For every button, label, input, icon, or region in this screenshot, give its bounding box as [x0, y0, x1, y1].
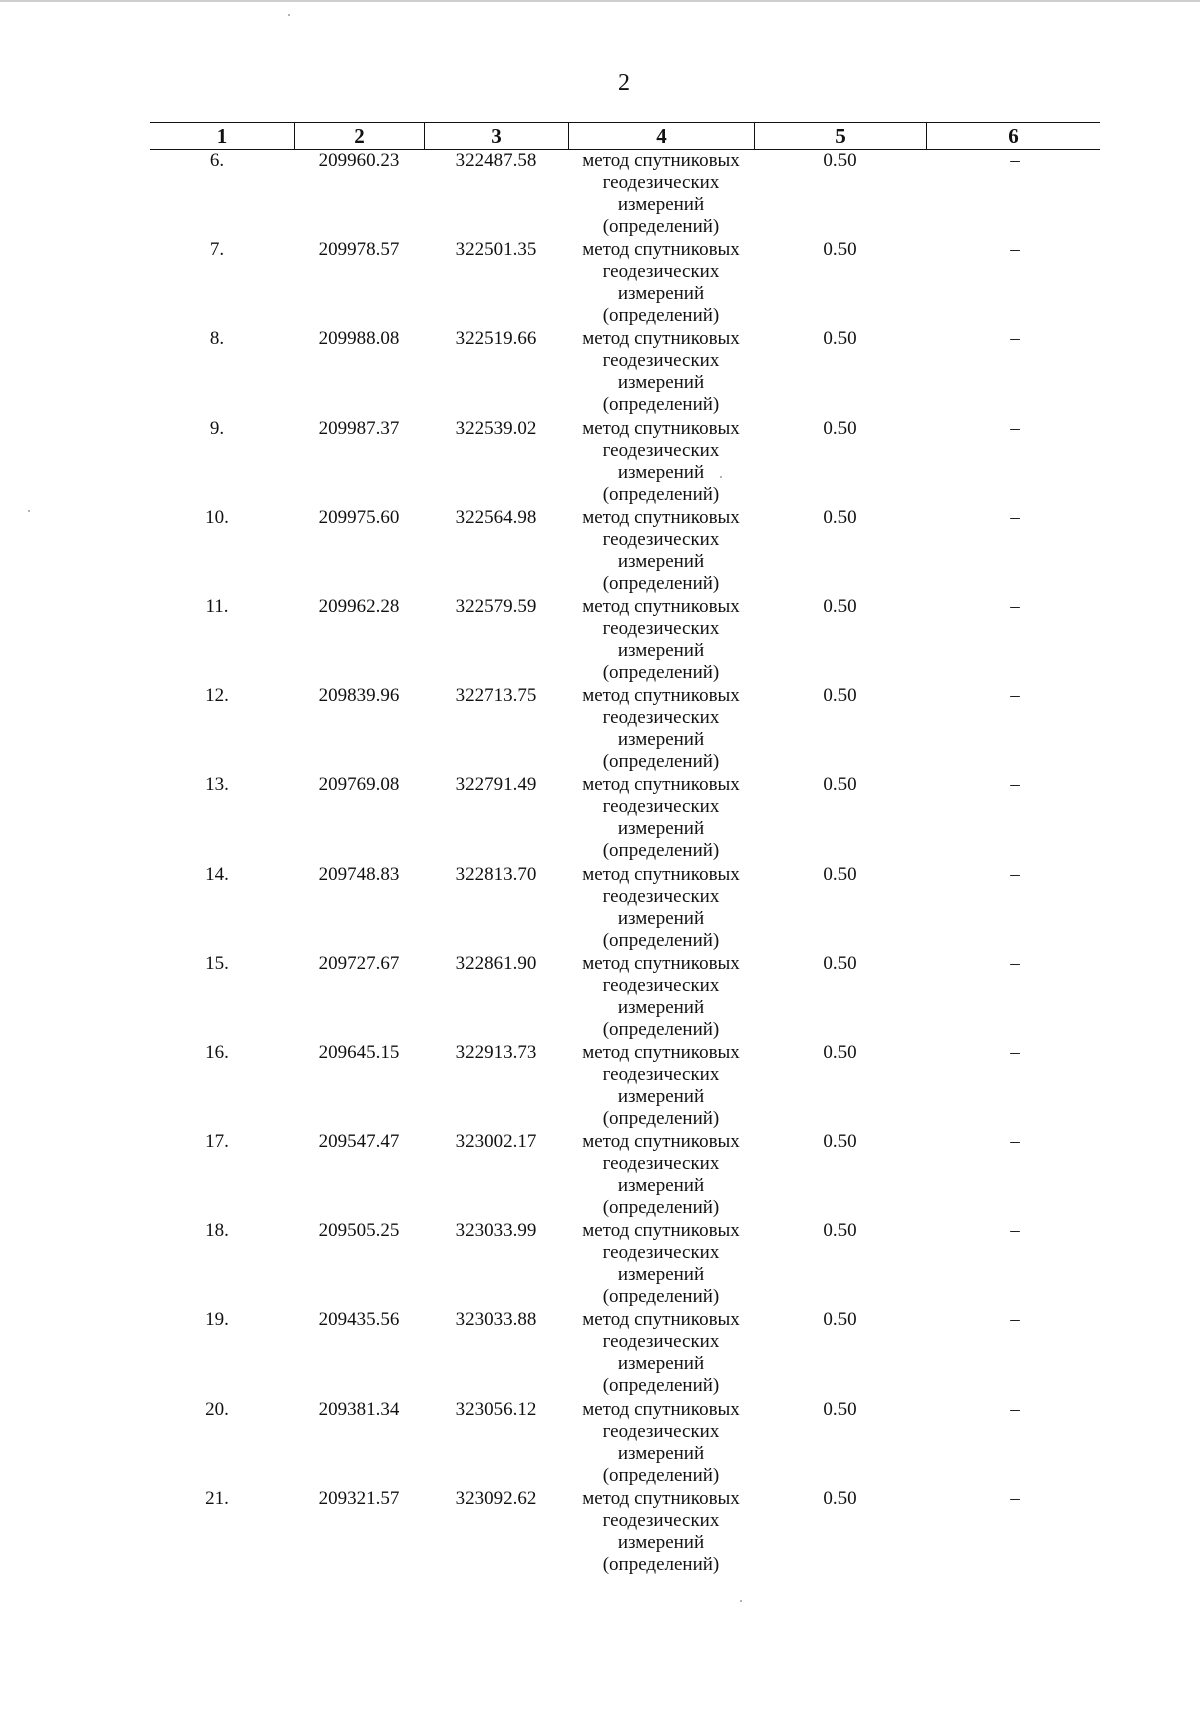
method-cell: [568, 150, 754, 239]
note-dash: –: [1010, 1309, 1020, 1331]
method-line: геодезических: [602, 1509, 720, 1531]
accuracy-value: 0.50: [823, 863, 857, 885]
method-cell: [568, 1220, 754, 1309]
note-dash: –: [1010, 417, 1020, 439]
method-line: (определений): [602, 394, 720, 416]
coordinate-y: 322579.59: [455, 595, 537, 617]
table-row: [150, 1488, 1100, 1577]
method-line: метод спутниковых: [582, 150, 740, 171]
accuracy-value: 0.50: [823, 595, 857, 617]
scan-speck: [28, 510, 30, 512]
coordinate-x: 209727.67: [318, 952, 400, 974]
header-col-6: 6: [926, 123, 1100, 149]
method-cell: [568, 1488, 754, 1577]
table-row: [150, 239, 1100, 328]
method-line: измерений: [617, 1085, 705, 1107]
method-line: геодезических: [602, 707, 720, 729]
method-line: (определений): [602, 483, 720, 505]
method-line: (определений): [602, 1553, 720, 1575]
method-line: (определений): [602, 305, 720, 327]
coordinate-y: 322564.98: [455, 506, 537, 528]
point-number: 8.: [209, 328, 225, 350]
method-line: геодезических: [602, 1420, 720, 1442]
method-line: геодезических: [602, 439, 720, 461]
table-row: [150, 328, 1100, 417]
method-cell: [568, 328, 754, 417]
coordinate-x: 209988.08: [318, 328, 400, 350]
coordinate-y: 322713.75: [455, 685, 537, 707]
coordinate-x: 209839.96: [318, 685, 400, 707]
table-row: [150, 685, 1100, 774]
point-number: 7.: [209, 239, 225, 261]
method-line: метод спутниковых: [582, 1309, 740, 1331]
accuracy-value: 0.50: [823, 1487, 857, 1509]
method-line: измерений: [617, 729, 705, 751]
note-dash: –: [1010, 774, 1020, 796]
note-dash: –: [1010, 952, 1020, 974]
method-line: измерений: [617, 372, 705, 394]
method-cell: [568, 239, 754, 328]
table-row: [150, 1220, 1100, 1309]
scan-speck: [288, 14, 290, 16]
point-number: 6.: [209, 150, 225, 171]
method-line: (определений): [602, 929, 720, 951]
method-line: измерений: [617, 1175, 705, 1197]
method-line: геодезических: [602, 796, 720, 818]
note-dash: –: [1010, 150, 1020, 171]
accuracy-value: 0.50: [823, 1220, 857, 1242]
method-line: (определений): [602, 1375, 720, 1397]
point-number: 11.: [205, 595, 229, 617]
method-cell: [568, 1042, 754, 1131]
method-line: метод спутниковых: [582, 506, 740, 528]
method-line: метод спутниковых: [582, 1220, 740, 1242]
coordinate-x: 209645.15: [318, 1041, 400, 1063]
header-col-3: 3: [424, 123, 568, 149]
point-number: 10.: [205, 506, 229, 528]
scan-edge: [0, 0, 1200, 2]
header-col-1: 1: [216, 124, 228, 148]
coordinate-x: 209987.37: [318, 417, 400, 439]
coordinate-x: 209960.23: [318, 150, 400, 171]
coordinate-y: 323033.99: [455, 1220, 537, 1242]
coordinate-y: 322791.49: [455, 774, 537, 796]
accuracy-value: 0.50: [823, 1398, 857, 1420]
method-line: метод спутниковых: [582, 685, 740, 707]
point-number: 17.: [205, 1131, 229, 1153]
accuracy-value: 0.50: [823, 417, 857, 439]
header-col-4: 4: [568, 123, 754, 149]
note-dash: –: [1010, 595, 1020, 617]
accuracy-value: 0.50: [823, 1131, 857, 1153]
coordinate-x: 209978.57: [318, 239, 400, 261]
coordinate-x: 209321.57: [318, 1487, 400, 1509]
note-dash: –: [1010, 239, 1020, 261]
coordinate-y: 322813.70: [455, 863, 537, 885]
accuracy-value: 0.50: [823, 952, 857, 974]
point-number: 15.: [205, 952, 229, 974]
method-line: метод спутниковых: [582, 239, 740, 261]
coordinate-y: 322501.35: [455, 239, 537, 261]
method-line: (определений): [602, 1107, 720, 1129]
method-line: геодезических: [602, 1331, 720, 1353]
table-row: [150, 596, 1100, 685]
note-dash: –: [1010, 1041, 1020, 1063]
coordinates-table: [150, 122, 1100, 1577]
coordinate-x: 209547.47: [318, 1131, 400, 1153]
accuracy-value: 0.50: [823, 506, 857, 528]
coordinate-x: 209748.83: [318, 863, 400, 885]
coordinate-x: 209975.60: [318, 506, 400, 528]
method-line: измерений: [617, 1531, 705, 1553]
method-line: (определений): [602, 1464, 720, 1486]
method-line: метод спутниковых: [582, 774, 740, 796]
note-dash: –: [1010, 1487, 1020, 1509]
note-dash: –: [1010, 1398, 1020, 1420]
method-line: (определений): [602, 751, 720, 773]
coordinate-y: 323092.62: [455, 1487, 537, 1509]
table-row: [150, 774, 1100, 863]
method-line: геодезических: [602, 350, 720, 372]
method-line: (определений): [602, 216, 720, 237]
note-dash: –: [1010, 863, 1020, 885]
point-number: 16.: [205, 1041, 229, 1063]
method-line: геодезических: [602, 885, 720, 907]
table-row: [150, 150, 1100, 239]
header-col-5: 5: [754, 123, 926, 149]
table-row: [150, 507, 1100, 596]
method-line: измерений: [617, 461, 705, 483]
coordinate-y: 322487.58: [455, 150, 537, 171]
method-line: метод спутниковых: [582, 595, 740, 617]
point-number: 20.: [205, 1398, 229, 1420]
coordinate-x: 209505.25: [318, 1220, 400, 1242]
scan-speck: [740, 1600, 742, 1602]
method-line: измерений: [617, 1353, 705, 1375]
method-line: метод спутниковых: [582, 1487, 740, 1509]
coordinate-y: 322861.90: [455, 952, 537, 974]
point-number: 18.: [205, 1220, 229, 1242]
method-line: метод спутниковых: [582, 952, 740, 974]
method-cell: [568, 418, 754, 507]
accuracy-value: 0.50: [823, 774, 857, 796]
method-line: измерений: [617, 1442, 705, 1464]
method-line: метод спутниковых: [582, 417, 740, 439]
method-line: измерений: [617, 907, 705, 929]
note-dash: –: [1010, 1131, 1020, 1153]
method-cell: [568, 596, 754, 685]
coordinate-x: 209769.08: [318, 774, 400, 796]
method-cell: [568, 774, 754, 863]
method-line: геодезических: [602, 1242, 720, 1264]
method-line: измерений: [617, 996, 705, 1018]
point-number: 14.: [205, 863, 229, 885]
method-line: (определений): [602, 1197, 720, 1219]
point-number: 9.: [209, 417, 225, 439]
method-line: метод спутниковых: [582, 1041, 740, 1063]
method-line: измерений: [617, 639, 705, 661]
note-dash: –: [1010, 1220, 1020, 1242]
method-line: (определений): [602, 1018, 720, 1040]
accuracy-value: 0.50: [823, 1309, 857, 1331]
point-number: 13.: [205, 774, 229, 796]
method-line: геодезических: [602, 974, 720, 996]
coordinate-x: 209962.28: [318, 595, 400, 617]
method-cell: [568, 1309, 754, 1398]
method-cell: [568, 685, 754, 774]
method-cell: [568, 864, 754, 953]
method-line: геодезических: [602, 1153, 720, 1175]
coordinate-y: 322519.66: [455, 328, 537, 350]
method-line: (определений): [602, 661, 720, 683]
point-number: 19.: [205, 1309, 229, 1331]
method-line: метод спутниковых: [582, 1398, 740, 1420]
table-header: [150, 122, 1100, 150]
table-row: [150, 1131, 1100, 1220]
accuracy-value: 0.50: [823, 150, 857, 171]
method-line: геодезических: [602, 528, 720, 550]
method-line: геодезических: [602, 172, 720, 193]
table-row: [150, 418, 1100, 507]
method-cell: [568, 1131, 754, 1220]
point-number: 12.: [205, 685, 229, 707]
method-line: метод спутниковых: [582, 1131, 740, 1153]
accuracy-value: 0.50: [823, 1041, 857, 1063]
method-line: измерений: [617, 550, 705, 572]
method-line: метод спутниковых: [582, 328, 740, 350]
coordinate-x: 209435.56: [318, 1309, 400, 1331]
method-cell: [568, 507, 754, 596]
method-line: геодезических: [602, 261, 720, 283]
method-line: измерений: [617, 283, 705, 305]
method-line: геодезических: [602, 1063, 720, 1085]
point-number: 21.: [205, 1487, 229, 1509]
accuracy-value: 0.50: [823, 685, 857, 707]
method-line: измерений: [617, 194, 705, 215]
method-cell: [568, 953, 754, 1042]
coordinate-y: 322913.73: [455, 1041, 537, 1063]
method-line: (определений): [602, 1286, 720, 1308]
accuracy-value: 0.50: [823, 239, 857, 261]
coordinate-x: 209381.34: [318, 1398, 400, 1420]
table-row: [150, 953, 1100, 1042]
method-line: измерений: [617, 818, 705, 840]
method-line: метод спутниковых: [582, 863, 740, 885]
coordinate-y: 323056.12: [455, 1398, 537, 1420]
table-row: [150, 1309, 1100, 1398]
method-line: (определений): [602, 840, 720, 862]
method-line: (определений): [602, 572, 720, 594]
method-line: измерений: [617, 1264, 705, 1286]
coordinate-y: 322539.02: [455, 417, 537, 439]
table-row: [150, 1399, 1100, 1488]
page-number: 2: [618, 70, 630, 96]
note-dash: –: [1010, 506, 1020, 528]
table-row: [150, 1042, 1100, 1131]
table-body: [150, 150, 1100, 1577]
accuracy-value: 0.50: [823, 328, 857, 350]
coordinate-y: 323002.17: [455, 1131, 537, 1153]
header-col-2: 2: [294, 123, 424, 149]
coordinate-y: 323033.88: [455, 1309, 537, 1331]
note-dash: –: [1010, 328, 1020, 350]
table-row: [150, 864, 1100, 953]
method-line: геодезических: [602, 617, 720, 639]
method-cell: [568, 1399, 754, 1488]
note-dash: –: [1010, 685, 1020, 707]
